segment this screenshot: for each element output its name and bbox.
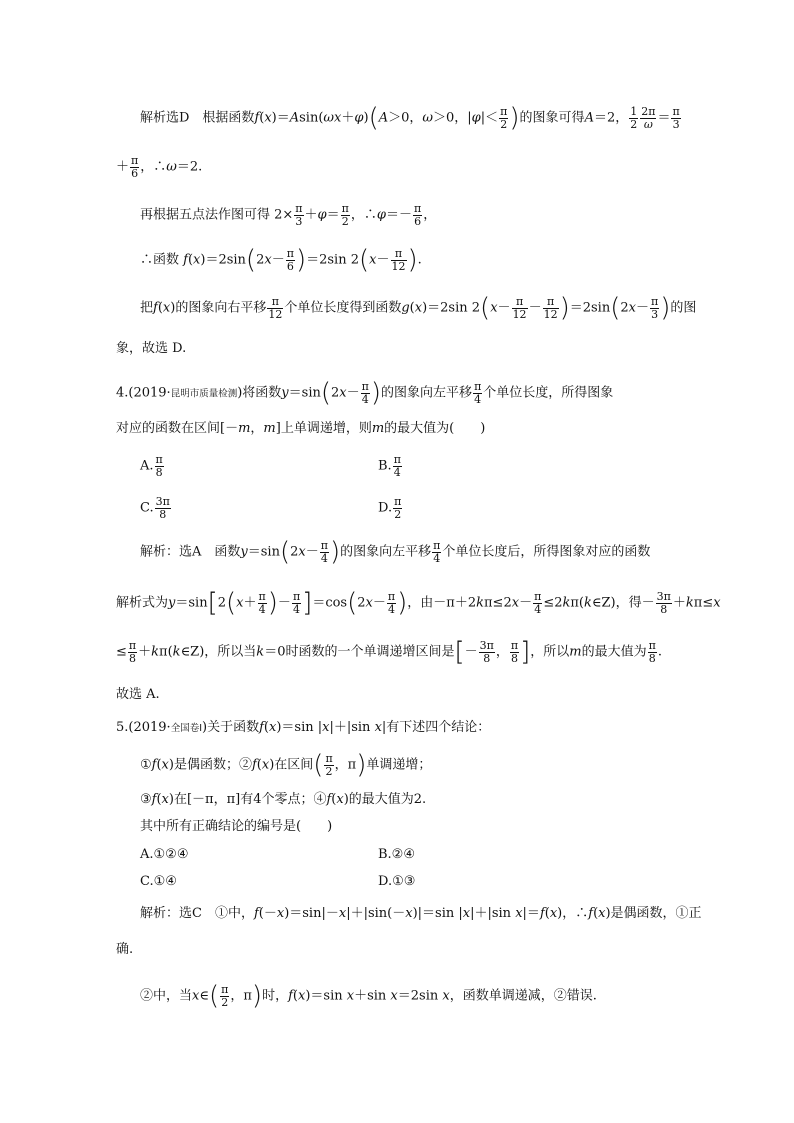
q4-option-a: A. $\frac{\pi}{8}$ xyxy=(140,453,163,479)
solution-3-line-1: 解析选D 根据函数f(x)＝Asin(ωx＋φ)(A＞0，ω＞0，|φ|＜ $\frac{\pi}{2}$ )的图象可得A＝2， $\frac{1}{2}$ $\frac{2\pi}{\omega}$ ＝ $\frac{\pi}{3}$ xyxy=(140,103,680,134)
q5-option-d: D.①③ xyxy=(378,874,416,889)
solution-4-line-3: ≤ $\frac{\pi}{8}$ ＋kπ(k∈Z)，所以当k＝0时函数的一个单调递增区间是[－ $\frac{3\pi}{8}$ ， $\frac{\pi}{8}$ ]，所以m的最大值为 $\frac{\pi}{8}$ . xyxy=(116,637,663,668)
solution-3-line-5: 把f(x)的图象向右平移 $\frac{\pi}{12}$ 个单位长度得到函数g(x)＝2sin 2(x－ $\frac{\pi}{12}$ － $\frac{\pi}{12}$ )＝2sin(2x－ $\frac{\pi}{3}$ )的图 xyxy=(140,293,697,324)
q5-option-c: C.①④ xyxy=(140,874,177,889)
solution-3-line-2: ＋ $\frac{\pi}{6}$ ，∴ω＝2. xyxy=(116,154,203,180)
question-4-stem-2: 对应的函数在区间[－m，m]上单调递增，则m的最大值为( ) xyxy=(116,421,486,436)
solution-4-line-2: 解析式为y＝sin[2(x＋ $\frac{\pi}{4}$ )－ $\frac{\pi}{4}$ ]＝cos(2x－ $\frac{\pi}{4}$ )，由－π＋2kπ≤2x－ $\frac{\pi}{4}$ ≤2kπ(k∈Z)，得－ $\frac{3\pi}{8}$ ＋kπ≤x xyxy=(116,588,721,619)
solution-5-line-3: ②中，当x∈( $\frac{\pi}{2}$ ，π)时，f(x)＝sin x＋sin x＝2sin x，函数单调递减，②错误. xyxy=(140,981,597,1012)
solution-3-line-6: 象，故选 D. xyxy=(116,341,187,356)
question-5-stem-2: ①f(x)是偶函数；②f(x)在区间( $\frac{\pi}{2}$ ，π)单调递增； xyxy=(140,750,432,781)
question-5-stem-3: ③f(x)在[－π，π]有4个零点；④f(x)的最大值为2. xyxy=(140,792,427,807)
solution-5-line-2: 确. xyxy=(116,942,134,957)
question-4-stem-1: 4.(2019·昆明市质量检测)将函数y＝sin(2x－ $\frac{\pi}{4}$ )的图象向左平移 $\frac{\pi}{4}$ 个单位长度，所得图象 xyxy=(116,378,614,409)
question-5-stem-4: 其中所有正确结论的编号是( ) xyxy=(140,819,333,834)
solution-3-line-4: ∴函数 f(x)＝2sin(2x－ $\frac{\pi}{6}$ )＝2sin 2(x－ $\frac{\pi}{12}$ ). xyxy=(140,245,422,276)
q4-option-c: C. $\frac{3\pi}{8}$ xyxy=(140,495,170,521)
question-5-stem-1: 5.(2019·全国卷Ⅰ)关于函数f(x)＝sin |x|＋|sin x|有下述四个结论： xyxy=(116,720,491,735)
solution-4-line-1: 解析：选A 函数y＝sin(2x－ $\frac{\pi}{4}$ )的图象向左平移 $\frac{\pi}{4}$ 个单位长度后，所得图象对应的函数 xyxy=(140,537,651,568)
solution-3-line-3: 再根据五点法作图可得 2× $\frac{\pi}{3}$ ＋φ＝ $\frac{\pi}{2}$ ，∴φ＝－ $\frac{\pi}{6}$ ， xyxy=(140,202,437,228)
q4-option-b: B. $\frac{\pi}{4}$ xyxy=(378,453,401,479)
solution-5-line-1: 解析：选C ①中，f(－x)＝sin|－x|＋|sin(－x)|＝sin |x|＋|sin x|＝f(x)，∴f(x)是偶函数，①正 xyxy=(140,906,702,921)
q4-option-d: D. $\frac{\pi}{2}$ xyxy=(378,495,402,521)
q5-option-a: A.①②④ xyxy=(140,847,189,862)
solution-4-line-4: 故选 A. xyxy=(116,687,160,702)
q5-option-b: B.②④ xyxy=(378,847,415,862)
